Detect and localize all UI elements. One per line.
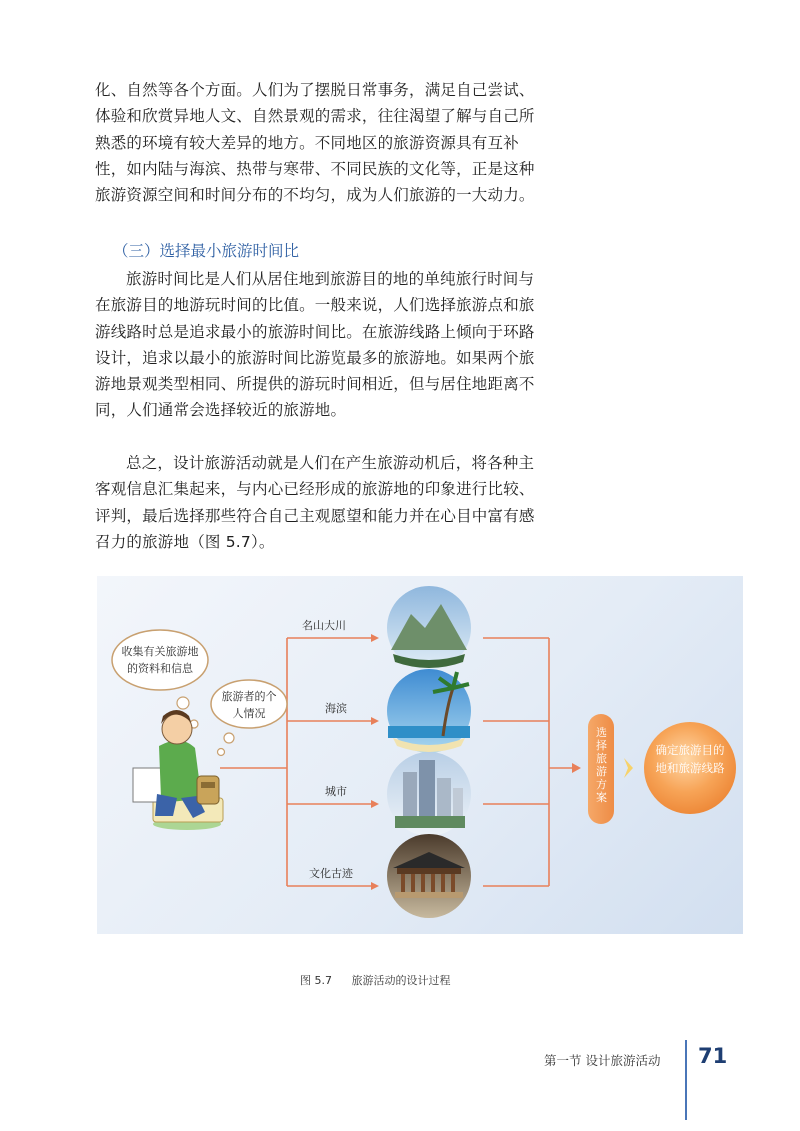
destination-photos: [387, 586, 471, 918]
figure-caption: [300, 972, 540, 988]
paragraph-1: 化、自然等各个方面。人们为了摆脱日常事务，满足自己尝试、体验和欣赏异地人文、自然景观的需求，往往渴望了解与自己所熟悉的环境有较大差异的地方。不同地区的旅游资源具有互补性，如内陆与海滨、热带与寒带、不同民族的文化等，正是这种旅游资源空间和时间分布的不均匀，成为人们旅游的一大动力。: [95, 81, 535, 205]
caption-title: 旅游活动的设计过程: [351, 974, 451, 987]
heritage-photo: [387, 834, 471, 918]
footer-divider: [685, 1040, 687, 1120]
page-number: 71: [698, 1044, 728, 1068]
travel-design-figure: [97, 576, 743, 934]
paragraph-3: 总之，设计旅游活动就是人们在产生旅游动机后，将各种主客观信息汇集起来，与内心已经形成的旅游地的印象进行比较、评判，最后选择那些符合自己主观愿望和能力并在心目中富有感召力的旅游地（图 5.7）。: [95, 454, 535, 551]
bubble-personal-text: 旅游者的个人情况: [221, 690, 277, 720]
label-mountains: 名山大川: [302, 619, 346, 632]
bubble-info-text: 收集有关旅游地的资料和信息: [121, 645, 199, 675]
running-footer: 第一节 设计旅游活动: [544, 1053, 661, 1068]
label-city: 城市: [325, 785, 347, 798]
caption-number: 图 5.7: [300, 974, 332, 987]
section-heading: （三）选择最小旅游时间比: [113, 242, 300, 260]
traveler-illustration: [133, 710, 223, 830]
paragraph-2: 旅游时间比是人们从居住地到旅游目的地的单纯旅行时间与在旅游目的地游玩时间的比值。一般来说，人们选择旅游点和旅游线路时总是追求最小的旅游时间比。在旅游线路上倾向于环路设计，追求以最小的旅游时间比游览最多的旅游地。如果两个旅游地景观类型相同、所提供的游玩时间相近，但与居住地距离不同，人们通常会选择较近的旅游地。: [95, 270, 535, 420]
flow-diagram-svg: [97, 576, 743, 934]
label-heritage: 文化古迹: [309, 867, 353, 880]
result-label: 确定旅游目的地和旅游线路: [655, 743, 725, 775]
connector-lines: [220, 638, 573, 886]
chevron-right-icon: [624, 758, 633, 778]
choose-plan-label: 选择旅游方案: [596, 726, 607, 804]
label-beach: 海滨: [325, 702, 347, 715]
